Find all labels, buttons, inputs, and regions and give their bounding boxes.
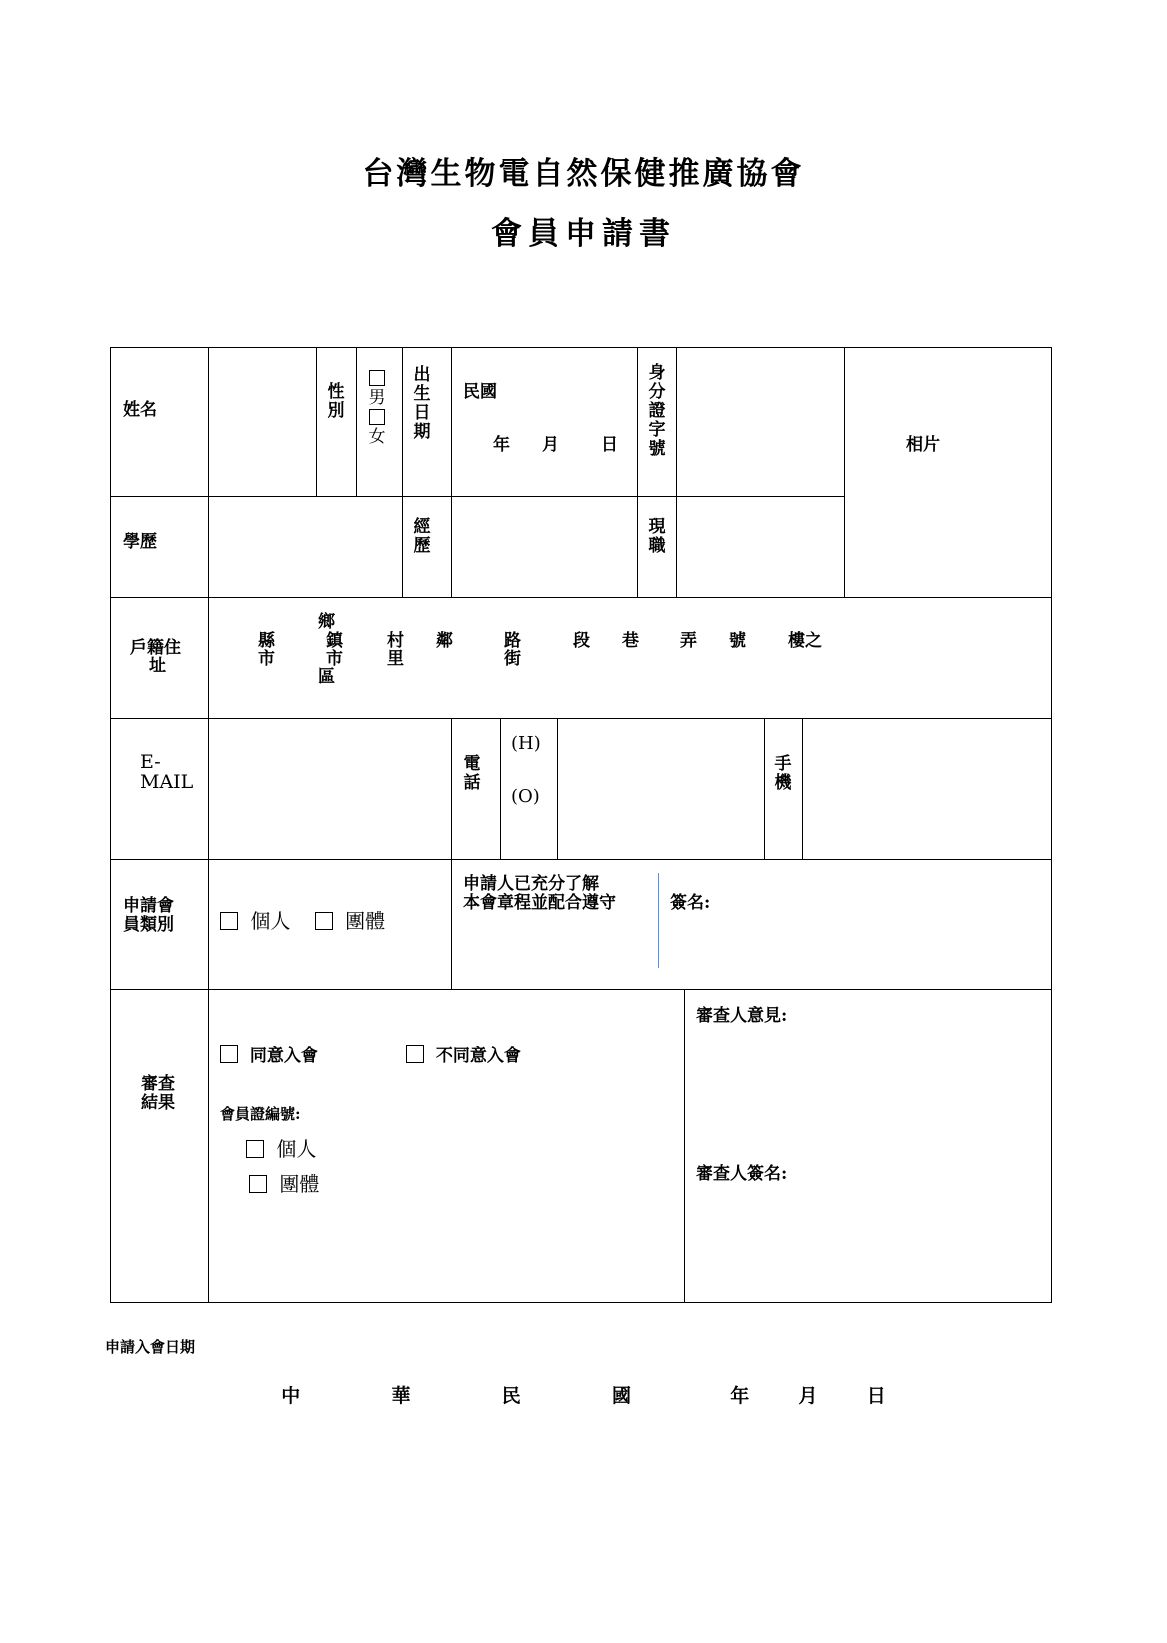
address-label-2: 址 <box>149 656 166 676</box>
group-checkbox[interactable] <box>315 912 333 930</box>
current-job-label: 現職 <box>648 517 666 556</box>
birth-day: 日 <box>601 435 618 455</box>
birth-year: 年 <box>493 435 510 455</box>
education-label: 學歷 <box>123 532 157 552</box>
approve-label: 同意入會 <box>249 1046 318 1066</box>
statement-line-2: 本會章程並配合遵守 <box>463 893 616 913</box>
photo-label: 相片 <box>906 435 940 455</box>
birth-date-label: 出生日期 <box>413 365 431 442</box>
mobile-label: 手機 <box>774 754 792 793</box>
phone-label: 電話 <box>463 754 481 793</box>
form-subtitle: 會員申請書 <box>491 216 676 252</box>
address-city: 市 <box>258 649 275 669</box>
email-label-2: MAIL <box>140 771 194 793</box>
card-number-label: 會員證編號: <box>220 1105 301 1123</box>
review-result-label: 審查 <box>141 1074 175 1094</box>
address-town-city: 市 <box>326 649 343 669</box>
card-group-checkbox[interactable] <box>249 1175 267 1193</box>
email-label-1: E- <box>140 751 161 773</box>
review-result-label-2: 結果 <box>141 1093 175 1113</box>
female-checkbox[interactable] <box>369 409 385 425</box>
address-li: 里 <box>387 649 404 669</box>
phone-office-label: (O) <box>511 786 540 807</box>
card-group-label: 團體 <box>279 1172 320 1196</box>
apply-date-label: 申請入會日期 <box>105 1338 196 1356</box>
reject-option <box>406 1045 521 1066</box>
address-street: 街 <box>504 649 521 669</box>
female-label: 女 <box>368 427 386 447</box>
signature-divider <box>658 873 659 968</box>
individual-checkbox[interactable] <box>220 912 238 930</box>
address-township: 鄉 <box>318 612 335 632</box>
membership-type-label-2: 員類別 <box>123 915 174 935</box>
address-road: 路 <box>504 631 521 651</box>
male-checkbox[interactable] <box>369 370 385 386</box>
reviewer-signature-label: 審查人簽名: <box>696 1164 788 1184</box>
birth-era: 民國 <box>463 382 497 402</box>
address-lane: 巷 <box>622 631 639 651</box>
reject-label: 不同意入會 <box>435 1046 521 1066</box>
male-label: 男 <box>368 388 386 408</box>
footer-year: 年 <box>730 1385 750 1407</box>
membership-options <box>220 910 385 932</box>
id-number-label: 身分證字號 <box>648 363 666 459</box>
footer-month: 月 <box>798 1385 818 1407</box>
gender-options <box>367 369 387 447</box>
approve-checkbox[interactable] <box>220 1045 238 1063</box>
card-group-option <box>249 1173 319 1195</box>
apply-date-line <box>0 1385 1167 1407</box>
card-individual-option <box>246 1138 316 1160</box>
name-label: 姓名 <box>123 400 157 420</box>
reject-checkbox[interactable] <box>406 1045 424 1063</box>
address-label: 戶籍住 <box>130 638 181 658</box>
address-alley: 弄 <box>680 631 697 651</box>
footer-day: 日 <box>866 1385 886 1407</box>
address-section: 段 <box>573 631 590 651</box>
address-village: 村 <box>387 631 404 651</box>
card-individual-checkbox[interactable] <box>246 1140 264 1158</box>
address-town: 鎮 <box>326 631 343 651</box>
address-county: 縣 <box>258 631 275 651</box>
address-neighborhood: 鄰 <box>436 631 453 651</box>
group-label: 團體 <box>345 909 386 933</box>
form-title: 台灣生物電自然保健推廣協會 <box>362 156 805 192</box>
gender-label: 性別 <box>327 382 345 421</box>
statement-line-1: 申請人已充分了解 <box>463 874 599 894</box>
roc-label: 中 華 民 國 <box>281 1385 657 1407</box>
address-number: 號 <box>729 631 746 651</box>
address-floor: 樓之 <box>788 631 822 651</box>
address-district: 區 <box>318 667 335 687</box>
reviewer-opinion-label: 審查人意見: <box>696 1006 788 1026</box>
signature-label: 簽名: <box>670 893 711 913</box>
individual-label: 個人 <box>250 909 291 933</box>
birth-month: 月 <box>542 435 559 455</box>
membership-type-label: 申請會 <box>123 896 174 916</box>
experience-label: 經歷 <box>413 517 431 556</box>
card-individual-label: 個人 <box>276 1137 317 1161</box>
phone-home-label: (H) <box>511 733 541 754</box>
approve-option <box>220 1045 318 1066</box>
